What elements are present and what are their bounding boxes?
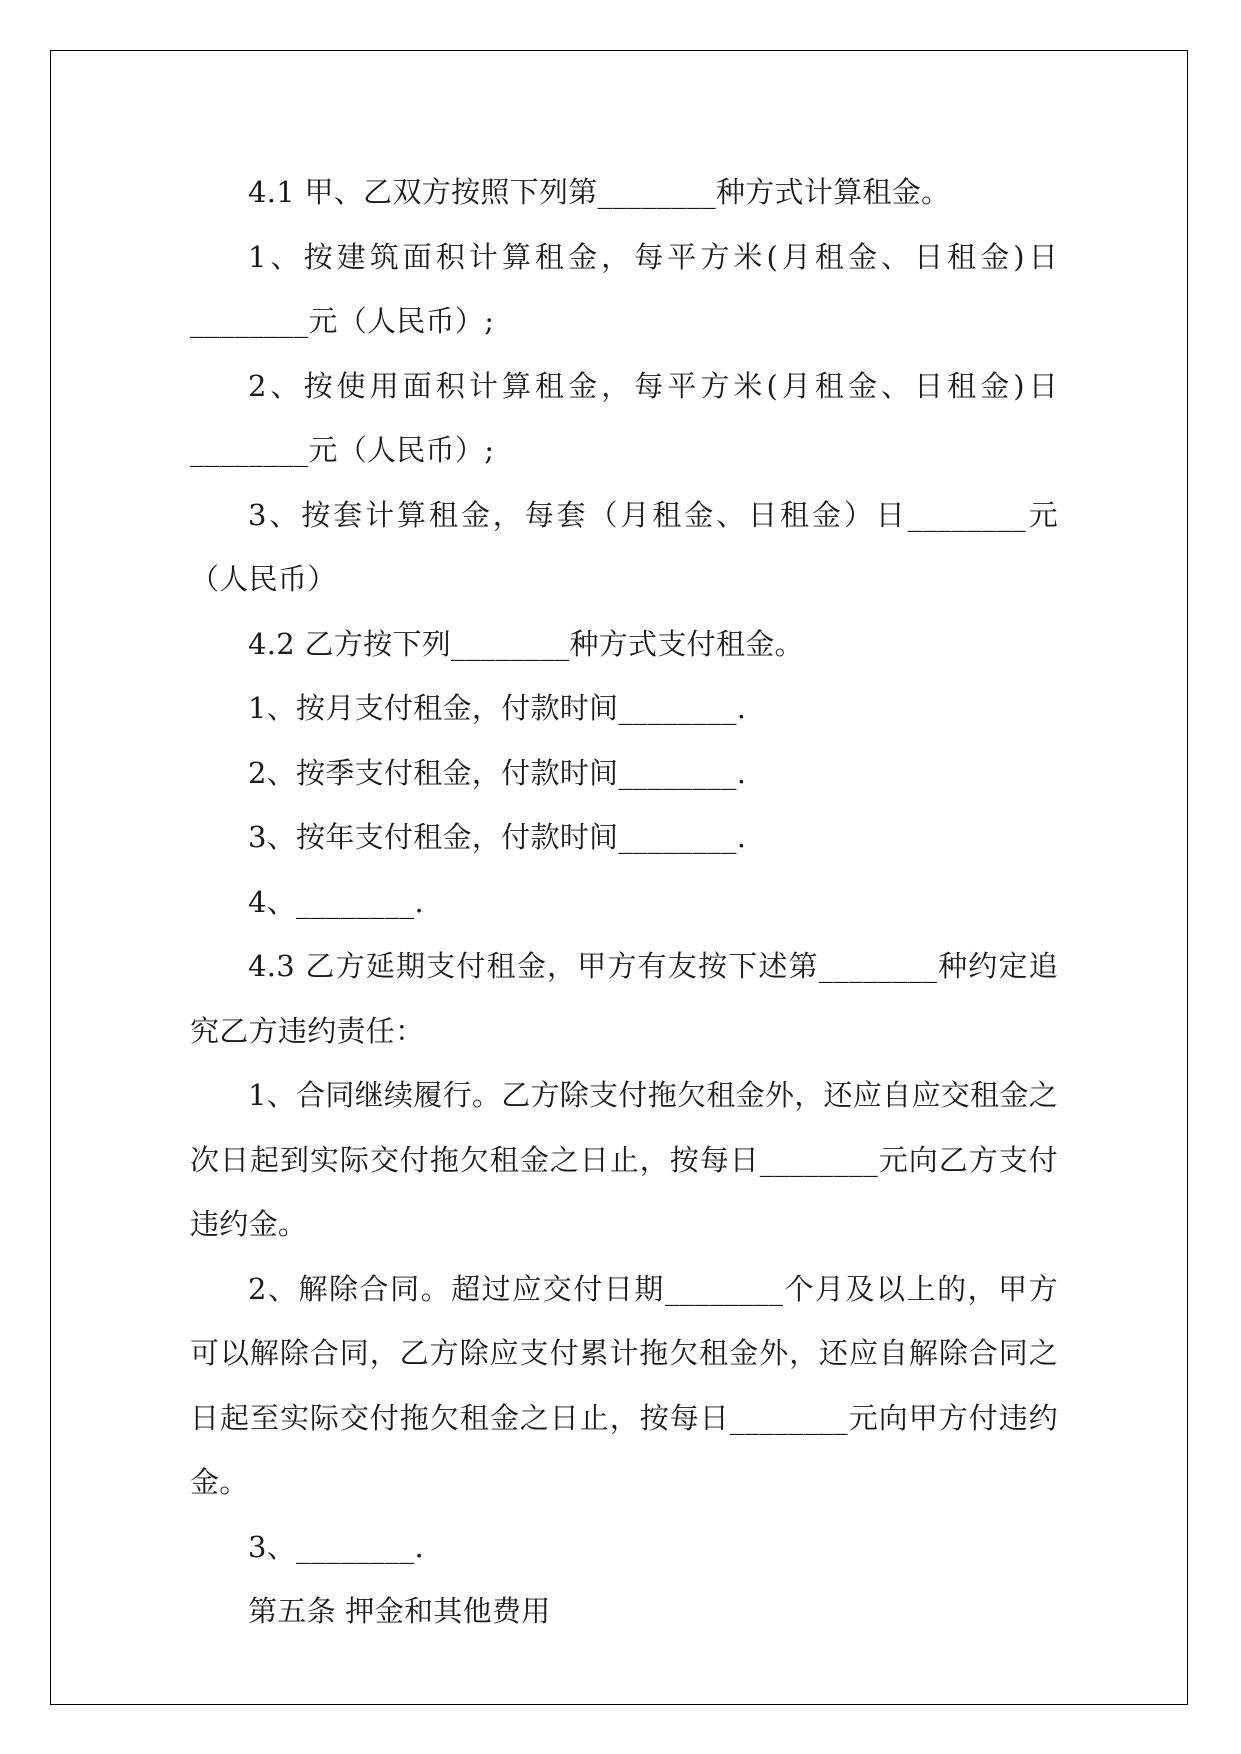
payment-option-1: 1、按月支付租金，付款时间________. [248, 691, 747, 725]
payment-option-4: 4、________. [248, 884, 424, 919]
document-body [190, 160, 1058, 1644]
breach-option-1: 1、合同继续履行。乙方除支付拖欠租金外，还应自应交租金之次日起到实际交付拖欠租金之日止，按每日________元向乙方支付违约金。 [190, 1078, 1058, 1241]
rent-option-2: 2、按使用面积计算租金，每平方米(月租金、日租金)日________元（人民币）; [190, 368, 1058, 467]
breach-option-2: 2、解除合同。超过应交付日期________个月及以上的，甲方可以解除合同，乙方除应支付累计拖欠租金外，还应自解除合同之日起至实际交付拖欠租金之日止，按每日________元向甲方付违约金。 [190, 1271, 1058, 1499]
section-heading-5: 第五条 押金和其他费用 [248, 1594, 551, 1628]
clause-4-1: 4.1 甲、乙双方按照下列第________种方式计算租金。 [248, 175, 951, 209]
clause-4-3: 4.3 乙方延期支付租金，甲方有友按下述第________种约定追究乙方违约责任： [190, 949, 1058, 1048]
payment-option-3: 3、按年支付租金，付款时间________. [248, 820, 747, 854]
breach-option-3: 3、________. [248, 1529, 424, 1564]
clause-4-2: 4.2 乙方按下列________种方式支付租金。 [248, 626, 804, 661]
rent-option-3: 3、按套计算租金，每套（月租金、日租金）日________元（人民币） [190, 497, 1058, 596]
rent-option-1: 1、按建筑面积计算租金，每平方米(月租金、日租金)日________元（人民币）; [190, 239, 1058, 338]
payment-option-2: 2、按季支付租金，付款时间________. [248, 755, 747, 790]
